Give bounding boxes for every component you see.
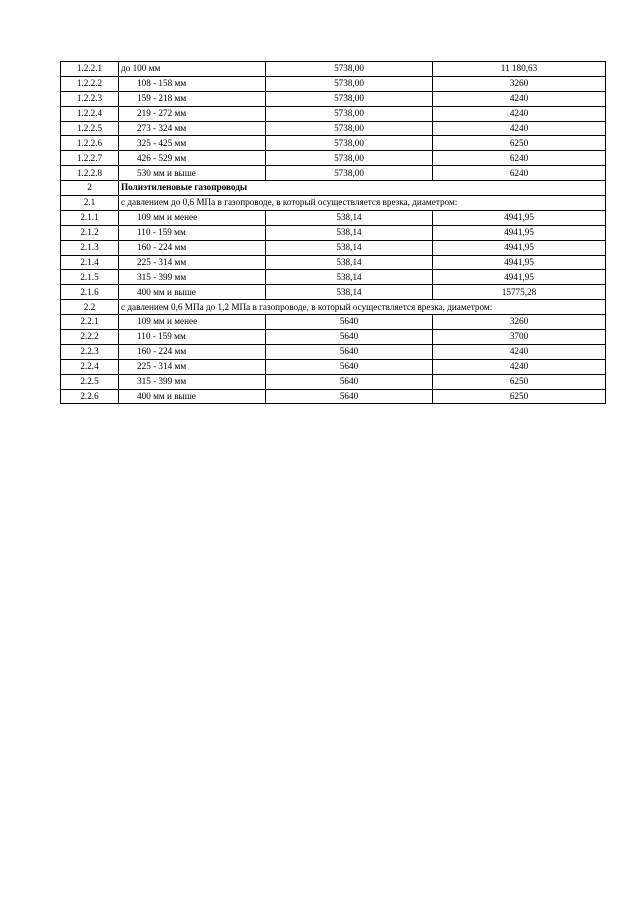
rate-value-1: 5640 xyxy=(266,359,433,374)
row-number: 2.1 xyxy=(61,196,119,211)
rate-value-2: 15775,28 xyxy=(433,285,606,300)
rate-value-1: 5738,00 xyxy=(266,106,433,121)
diameter-range: 225 - 314 мм xyxy=(119,359,266,374)
table-row xyxy=(61,270,606,285)
row-number: 2 xyxy=(61,181,119,196)
diameter-range: до 100 мм xyxy=(119,62,266,77)
rate-value-1: 538,14 xyxy=(266,285,433,300)
rate-value-2: 4941,95 xyxy=(433,225,606,240)
diameter-range: 530 мм и выше xyxy=(119,166,266,181)
diameter-range: 315 - 399 мм xyxy=(119,270,266,285)
row-number: 1.2.2.6 xyxy=(61,136,119,151)
rate-value-1: 5738,00 xyxy=(266,62,433,77)
section-title: Полиэтиленовые газопроводы xyxy=(119,181,606,196)
table-row xyxy=(61,62,606,77)
rate-value-1: 5640 xyxy=(266,389,433,404)
row-number: 2.1.6 xyxy=(61,285,119,300)
row-number: 1.2.2.4 xyxy=(61,106,119,121)
diameter-range: 160 - 224 мм xyxy=(119,344,266,359)
section-row xyxy=(61,181,606,196)
table-row xyxy=(61,389,606,404)
rate-value-2: 4941,95 xyxy=(433,240,606,255)
table-row xyxy=(61,374,606,389)
diameter-range: 109 мм и менее xyxy=(119,210,266,225)
rate-value-2: 4941,95 xyxy=(433,270,606,285)
diameter-range: 109 мм и менее xyxy=(119,315,266,330)
rate-value-2: 4240 xyxy=(433,359,606,374)
table-row xyxy=(61,315,606,330)
rate-value-2: 11 180,63 xyxy=(433,62,606,77)
row-number: 1.2.2.3 xyxy=(61,91,119,106)
rate-value-2: 4240 xyxy=(433,121,606,136)
subsection-title: с давлением до 0,6 МПа в газопроводе, в который осуществляется врезка, диаметром: xyxy=(119,196,606,211)
row-number: 1.2.2.5 xyxy=(61,121,119,136)
rate-value-1: 538,14 xyxy=(266,255,433,270)
rate-value-2: 4941,95 xyxy=(433,255,606,270)
row-number: 1.2.2.7 xyxy=(61,151,119,166)
row-number: 2.2.4 xyxy=(61,359,119,374)
rate-value-2: 6250 xyxy=(433,389,606,404)
row-number: 2.1.2 xyxy=(61,225,119,240)
table-row xyxy=(61,151,606,166)
rate-value-2: 6240 xyxy=(433,166,606,181)
rate-value-2: 3260 xyxy=(433,315,606,330)
row-number: 2.2.3 xyxy=(61,344,119,359)
row-number: 1.2.2.8 xyxy=(61,166,119,181)
subsection-title: с давлением 0,6 МПа до 1,2 МПа в газопроводе, в который осуществляется врезка, диаметром: xyxy=(119,300,606,315)
table-row xyxy=(61,210,606,225)
table-row xyxy=(61,255,606,270)
diameter-range: 108 - 158 мм xyxy=(119,76,266,91)
rate-value-1: 538,14 xyxy=(266,240,433,255)
rate-value-2: 6250 xyxy=(433,136,606,151)
rate-value-2: 3260 xyxy=(433,76,606,91)
table-row xyxy=(61,166,606,181)
diameter-range: 159 - 218 мм xyxy=(119,91,266,106)
rate-value-1: 5738,00 xyxy=(266,136,433,151)
diameter-range: 225 - 314 мм xyxy=(119,255,266,270)
table-row xyxy=(61,106,606,121)
table-row xyxy=(61,240,606,255)
diameter-range: 273 - 324 мм xyxy=(119,121,266,136)
rate-value-2: 4240 xyxy=(433,91,606,106)
rate-value-1: 5738,00 xyxy=(266,121,433,136)
tariff-table xyxy=(60,61,606,404)
diameter-range: 110 - 159 мм xyxy=(119,330,266,345)
rate-value-2: 6240 xyxy=(433,151,606,166)
table-row xyxy=(61,359,606,374)
rate-value-1: 5640 xyxy=(266,344,433,359)
row-number: 2.2.1 xyxy=(61,315,119,330)
table-row xyxy=(61,76,606,91)
row-number: 2.1.3 xyxy=(61,240,119,255)
table-row xyxy=(61,136,606,151)
row-number: 2.2 xyxy=(61,300,119,315)
rate-value-1: 5640 xyxy=(266,315,433,330)
table-row xyxy=(61,330,606,345)
diameter-range: 219 - 272 мм xyxy=(119,106,266,121)
table-row xyxy=(61,121,606,136)
row-number: 2.2.6 xyxy=(61,389,119,404)
rate-value-2: 6250 xyxy=(433,374,606,389)
rate-value-1: 538,14 xyxy=(266,210,433,225)
rate-value-1: 5738,00 xyxy=(266,91,433,106)
table-row xyxy=(61,344,606,359)
row-number: 1.2.2.2 xyxy=(61,76,119,91)
diameter-range: 400 мм и выше xyxy=(119,389,266,404)
table-row xyxy=(61,91,606,106)
diameter-range: 315 - 399 мм xyxy=(119,374,266,389)
row-number: 2.1.4 xyxy=(61,255,119,270)
table-row xyxy=(61,285,606,300)
subsection-row xyxy=(61,196,606,211)
subsection-row xyxy=(61,300,606,315)
row-number: 2.2.2 xyxy=(61,330,119,345)
diameter-range: 400 мм и выше xyxy=(119,285,266,300)
diameter-range: 325 - 425 мм xyxy=(119,136,266,151)
diameter-range: 110 - 159 мм xyxy=(119,225,266,240)
row-number: 2.2.5 xyxy=(61,374,119,389)
rate-value-1: 5640 xyxy=(266,374,433,389)
diameter-range: 160 - 224 мм xyxy=(119,240,266,255)
row-number: 2.1.5 xyxy=(61,270,119,285)
rate-value-2: 4240 xyxy=(433,106,606,121)
rate-value-1: 5640 xyxy=(266,330,433,345)
table-row xyxy=(61,225,606,240)
row-number: 1.2.2.1 xyxy=(61,62,119,77)
rate-value-1: 5738,00 xyxy=(266,76,433,91)
rate-value-1: 5738,00 xyxy=(266,151,433,166)
tariff-table-body xyxy=(61,62,606,404)
rate-value-2: 4240 xyxy=(433,344,606,359)
rate-value-2: 4941,95 xyxy=(433,210,606,225)
rate-value-1: 5738,00 xyxy=(266,166,433,181)
diameter-range: 426 - 529 мм xyxy=(119,151,266,166)
rate-value-1: 538,14 xyxy=(266,225,433,240)
rate-value-2: 3700 xyxy=(433,330,606,345)
rate-value-1: 538,14 xyxy=(266,270,433,285)
row-number: 2.1.1 xyxy=(61,210,119,225)
